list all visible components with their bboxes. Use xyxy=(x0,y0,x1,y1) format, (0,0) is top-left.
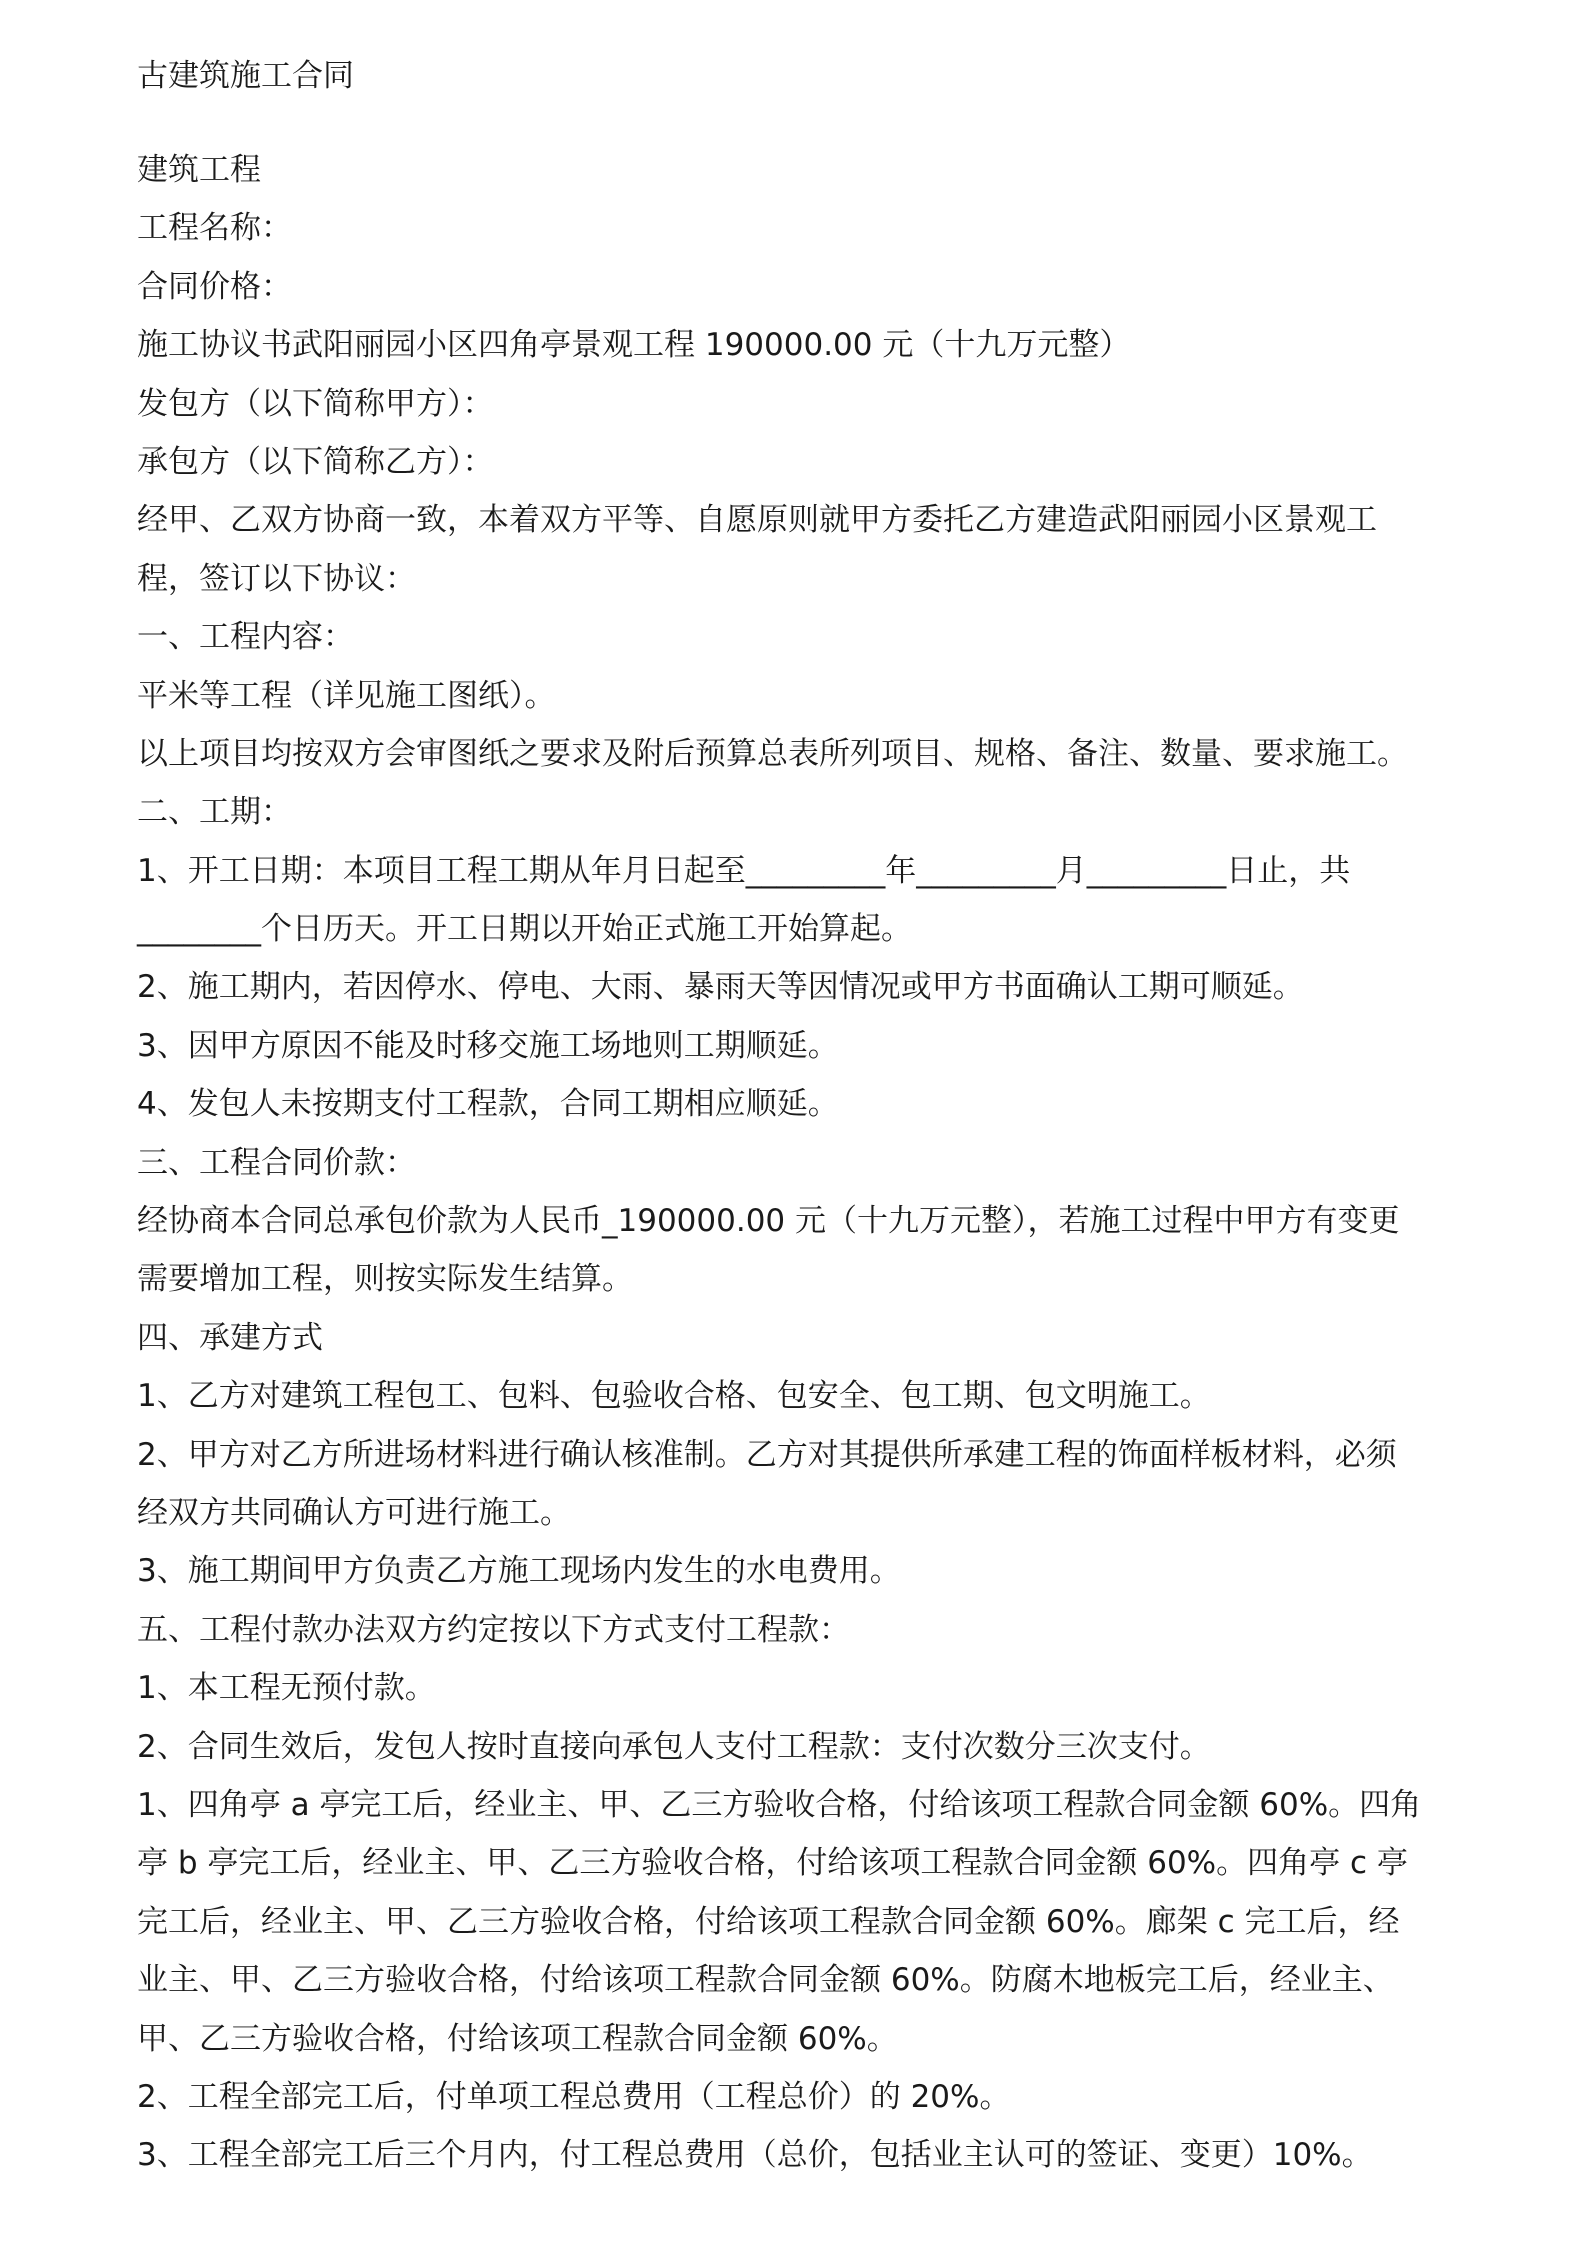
text-line: 2、施工期内，若因停水、停电、大雨、暴雨天等因情况或甲方书面确认工期可顺延。 xyxy=(137,969,1304,1006)
text-line: ________个日历天。开工日期以开始正式施工开始算起。 xyxy=(137,911,912,948)
text-line: 3、因甲方原因不能及时移交施工场地则工期顺延。 xyxy=(137,1027,839,1064)
text-line: 1、本工程无预付款。 xyxy=(137,1670,436,1707)
text-line: 完工后，经业主、甲、乙三方验收合格，付给该项工程款合同金额 60%。廊架 c 完工后，经 xyxy=(137,1903,1400,1940)
text-line: 2、合同生效后，发包人按时直接向承包人支付工程款：支付次数分三次支付。 xyxy=(137,1728,1211,1765)
text-line: 1、开工日期：本项目工程工期从年月日起至_________年_________月_________日止，共 xyxy=(137,852,1351,889)
text-line: 一、工程内容： xyxy=(137,619,354,656)
text-line: 甲、乙三方验收合格，付给该项工程款合同金额 60%。 xyxy=(137,2020,898,2057)
text-line: 三、工程合同价款： xyxy=(137,1144,416,1181)
text-line: 承包方（以下简称乙方）： xyxy=(137,443,494,480)
text-line: 五、工程付款办法双方约定按以下方式支付工程款： xyxy=(137,1611,850,1648)
text-line: 经甲、乙双方协商一致，本着双方平等、自愿原则就甲方委托乙方建造武阳丽园小区景观工 xyxy=(137,502,1377,539)
text-line: 1、乙方对建筑工程包工、包料、包验收合格、包安全、包工期、包文明施工。 xyxy=(137,1378,1211,1415)
contract-body xyxy=(137,150,1457,2194)
text-line: 平米等工程（详见施工图纸）。 xyxy=(137,677,556,714)
text-line: 业主、甲、乙三方验收合格，付给该项工程款合同金额 60%。防腐木地板完工后，经业主、 xyxy=(137,1962,1394,1999)
text-line: 经双方共同确认方可进行施工。 xyxy=(137,1494,571,1531)
text-line: 四、承建方式 xyxy=(137,1319,323,1356)
text-line: 建筑工程 xyxy=(137,152,261,188)
text-line: 以上项目均按双方会审图纸之要求及附后预算总表所列项目、规格、备注、数量、要求施工。 xyxy=(137,735,1408,772)
text-line: 亭 b 亭完工后，经业主、甲、乙三方验收合格，付给该项工程款合同金额 60%。四角亭 c 亭 xyxy=(137,1845,1408,1882)
text-line: 3、工程全部完工后三个月内，付工程总费用（总价，包括业主认可的签证、变更）10%。 xyxy=(137,2137,1373,2174)
text-line: 发包方（以下简称甲方）： xyxy=(137,385,494,422)
text-line: 2、工程全部完工后，付单项工程总费用（工程总价）的 20%。 xyxy=(137,2078,1011,2115)
text-line: 需要增加工程，则按实际发生结算。 xyxy=(137,1261,633,1298)
text-line: 2、甲方对乙方所进场材料进行确认核准制。乙方对其提供所承建工程的饰面样板材料，必须 xyxy=(137,1436,1397,1473)
text-line: 合同价格： xyxy=(137,268,292,305)
text-line: 4、发包人未按期支付工程款，合同工期相应顺延。 xyxy=(137,1086,839,1123)
text-line: 1、四角亭 a 亭完工后，经业主、甲、乙三方验收合格，付给该项工程款合同金额 60%。四角 xyxy=(137,1786,1422,1823)
text-line: 施工协议书武阳丽园小区四角亭景观工程 190000.00 元（十九万元整） xyxy=(137,327,1131,364)
document-title: 古建筑施工合同 xyxy=(137,58,354,94)
text-line: 3、施工期间甲方负责乙方施工现场内发生的水电费用。 xyxy=(137,1553,901,1590)
text-line: 经协商本合同总承包价款为人民币_190000.00 元（十九万元整），若施工过程中甲方有变更 xyxy=(137,1203,1400,1240)
text-line: 程，签订以下协议： xyxy=(137,560,416,597)
text-line: 二、工期： xyxy=(137,794,292,831)
text-line: 工程名称： xyxy=(137,210,292,247)
